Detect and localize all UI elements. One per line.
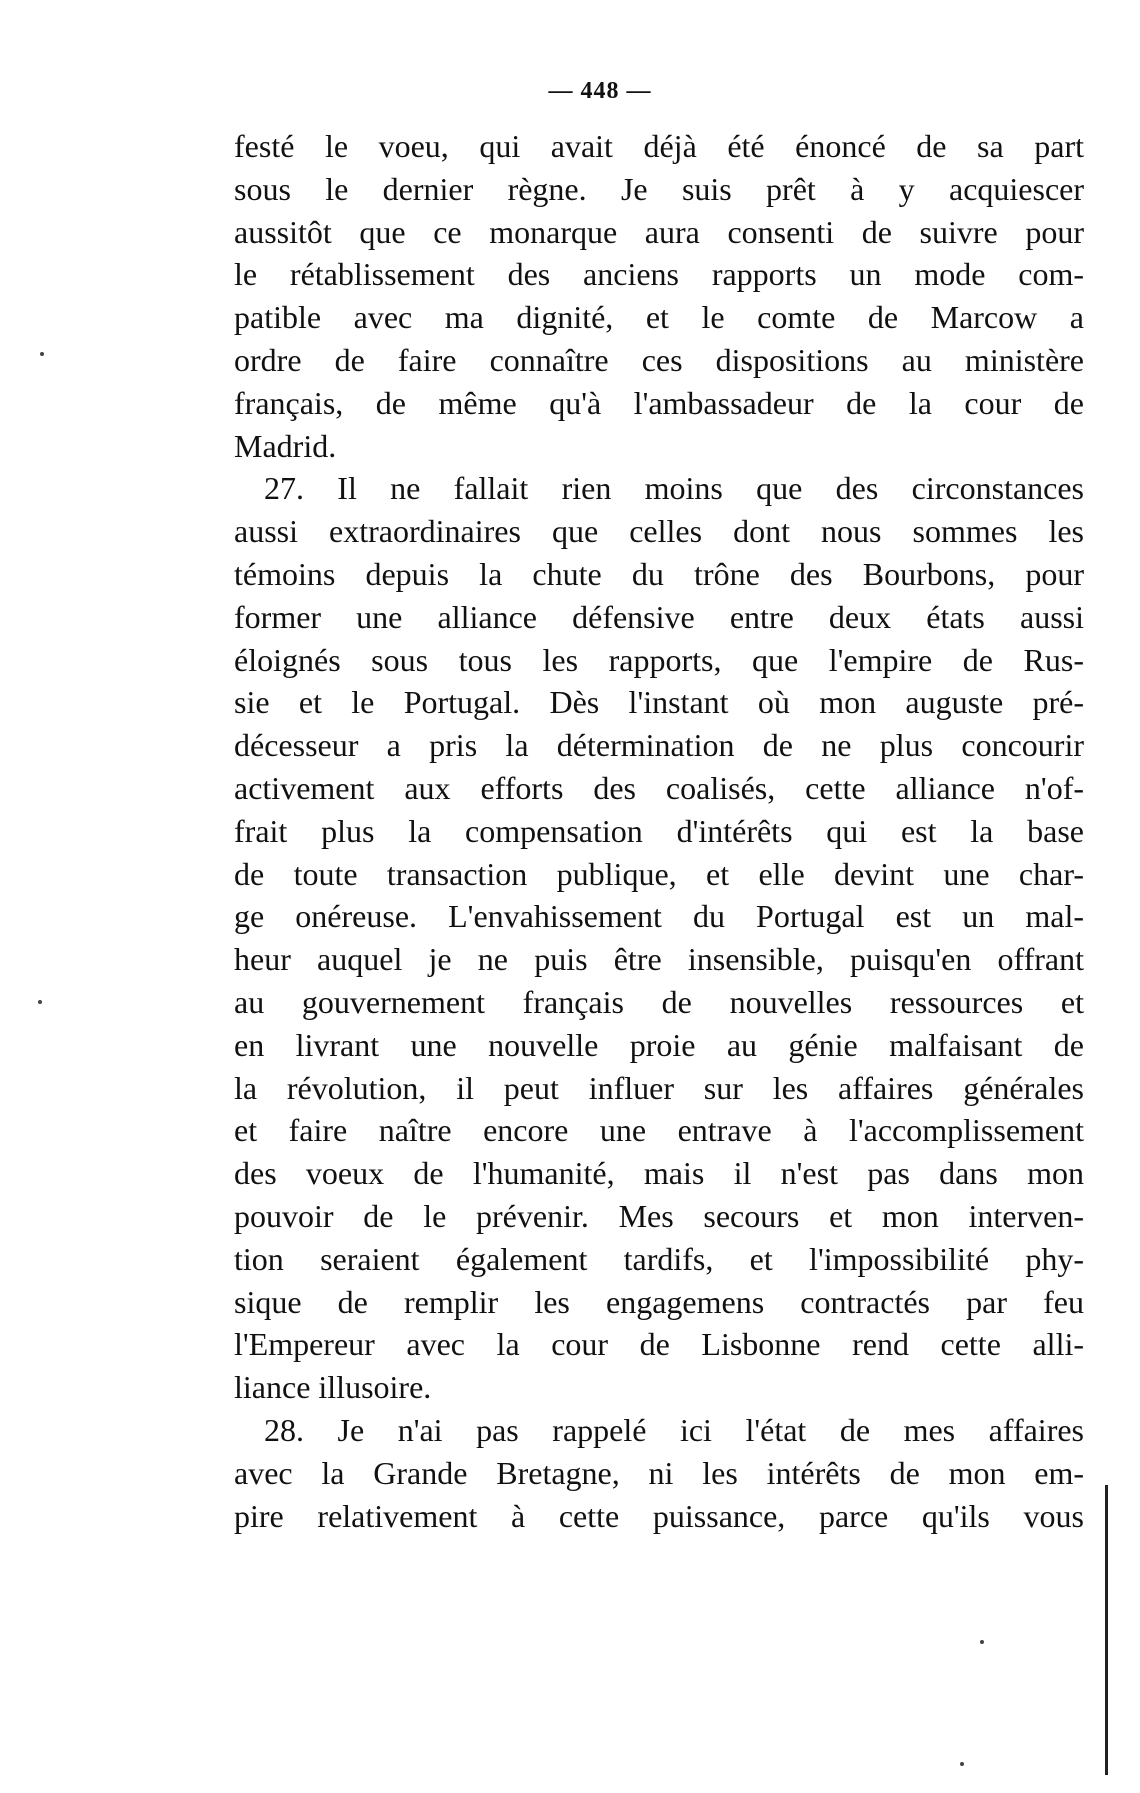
- text-line: le rétablissement des anciens rapports un mode com-: [234, 256, 1084, 293]
- text-line: avec la Grande Bretagne, ni les intérêts de mon em-: [234, 1454, 1084, 1491]
- text-line: la révolution, il peut influer sur les affaires générales: [234, 1069, 1084, 1106]
- text-line: sie et le Portugal. Dès l'instant où mon auguste pré-: [234, 684, 1084, 721]
- body-text: [234, 125, 1084, 1537]
- ink-speck: [40, 352, 44, 356]
- text-line: aussi extraordinaires que celles dont nous sommes les: [234, 513, 1084, 550]
- text-line: former une alliance défensive entre deux états aussi: [234, 598, 1084, 635]
- text-line: patible avec ma dignité, et le comte de Marcow a: [234, 299, 1084, 336]
- text-line: français, de même qu'à l'ambassadeur de la cour de: [234, 384, 1084, 421]
- text-line: 28. Je n'ai pas rappelé ici l'état de mes affaires: [264, 1411, 1084, 1448]
- text-line: activement aux efforts des coalisés, cette alliance n'of-: [234, 769, 1084, 806]
- text-line: en livrant une nouvelle proie au génie malfaisant de: [234, 1026, 1084, 1063]
- text-line: aussitôt que ce monarque aura consenti de suivre pour: [234, 213, 1084, 250]
- text-line: des voeux de l'humanité, mais il n'est pas dans mon: [234, 1155, 1084, 1192]
- ink-speck: [980, 1640, 984, 1644]
- text-line: sous le dernier règne. Je suis prêt à y acquiescer: [234, 170, 1084, 207]
- text-line: frait plus la compensation d'intérêts qui est la base: [234, 812, 1084, 849]
- text-line: de toute transaction publique, et elle devint une char-: [234, 855, 1084, 892]
- text-line: pouvoir de le prévenir. Mes secours et mon interven-: [234, 1197, 1084, 1234]
- text-line: pire relativement à cette puissance, parce qu'ils vous: [234, 1497, 1084, 1534]
- text-line: témoins depuis la chute du trône des Bourbons, pour: [234, 555, 1084, 592]
- text-line: l'Empereur avec la cour de Lisbonne rend cette alli-: [234, 1326, 1084, 1363]
- text-line: festé le voeu, qui avait déjà été énoncé de sa part: [234, 128, 1084, 164]
- text-line: ge onéreuse. L'envahissement du Portugal est un mal-: [234, 898, 1084, 935]
- page-number: — 448 —: [548, 78, 652, 104]
- text-line: ordre de faire connaître ces dispositions au ministère: [234, 341, 1084, 378]
- text-line: tion seraient également tardifs, et l'impossibilité phy-: [234, 1240, 1084, 1277]
- text-line: Madrid.: [234, 427, 337, 464]
- text-line: au gouvernement français de nouvelles ressources et: [234, 983, 1084, 1020]
- ink-speck: [960, 1762, 964, 1766]
- text-line: liance illusoire.: [234, 1369, 432, 1406]
- text-line: 27. Il ne fallait rien moins que des circonstances: [264, 470, 1084, 507]
- text-line: décesseur a pris la détermination de ne plus concourir: [234, 727, 1084, 764]
- ink-speck: [38, 1000, 42, 1004]
- text-line: sique de remplir les engagemens contractés par feu: [234, 1283, 1084, 1320]
- text-line: éloignés sous tous les rapports, que l'empire de Rus-: [234, 641, 1084, 678]
- text-line: heur auquel je ne puis être insensible, puisqu'en offrant: [234, 941, 1084, 978]
- margin-rule: [1105, 1485, 1108, 1775]
- text-line: et faire naître encore une entrave à l'accomplissement: [234, 1112, 1084, 1149]
